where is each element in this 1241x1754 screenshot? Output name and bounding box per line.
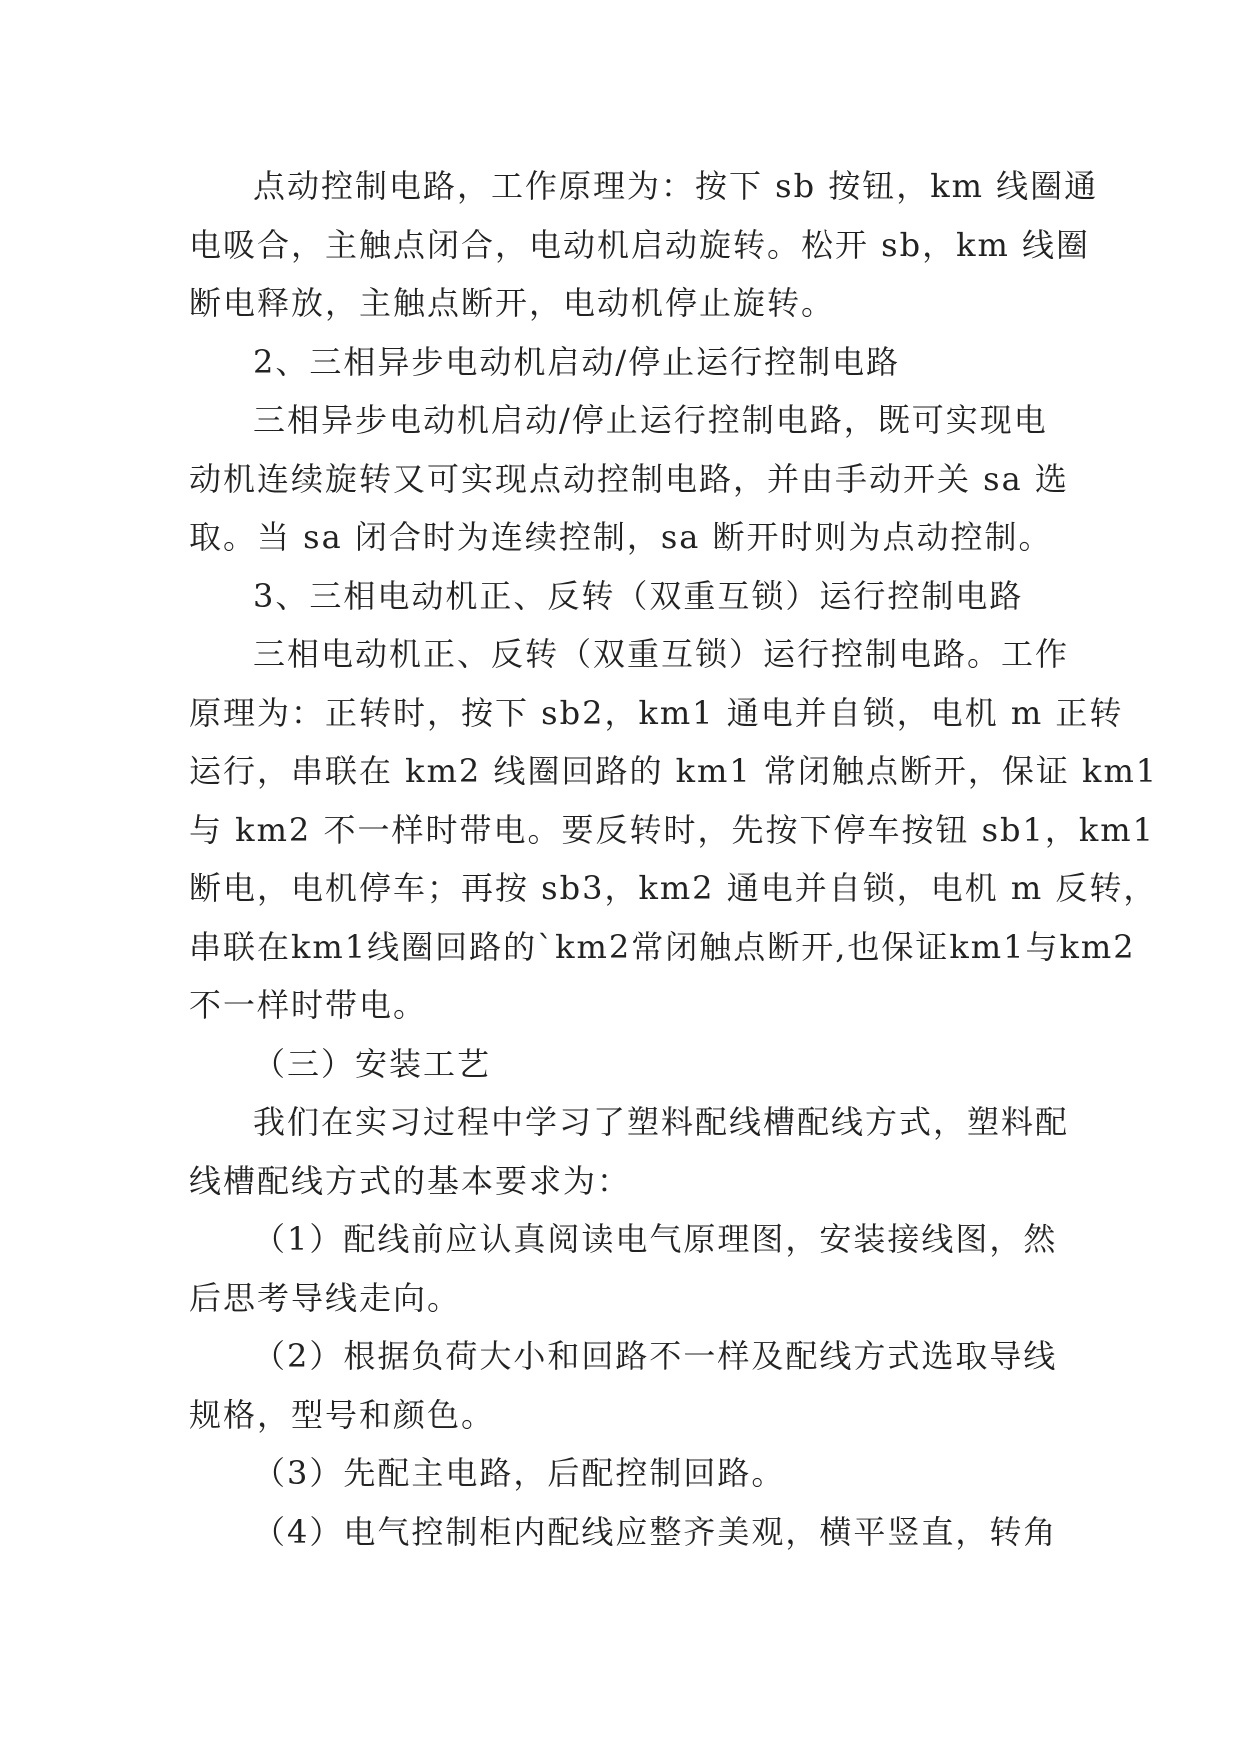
text-line: 我们在实习过程中学习了塑料配线槽配线方式，塑料配 bbox=[253, 1103, 1070, 1141]
text-line: 取。当 sa 闭合时为连续控制，sa 断开时则为点动控制。 bbox=[189, 518, 1053, 556]
list-item: （4）电气控制柜内配线应整齐美观，横平竖直，转角 bbox=[253, 1512, 1058, 1551]
text-line: 串联在km1线圈回路的`km2常闭触点断开,也保证km1与km2 bbox=[189, 927, 1136, 966]
text-line: 原理为：正转时，按下 sb2，km1 通电并自锁，电机 m 正转 bbox=[189, 693, 1124, 732]
text-line: 动机连续旋转又可实现点动控制电路，并由手动开关 sa 选 bbox=[189, 459, 1069, 498]
section-heading: 3、三相电动机正、反转（双重互锁）运行控制电路 bbox=[253, 576, 1024, 615]
text-line: 断电释放，主触点断开，电动机停止旋转。 bbox=[189, 284, 836, 322]
text-line: 点动控制电路，工作原理为：按下 sb 按钮，km 线圈通 bbox=[253, 167, 1099, 205]
document-body bbox=[189, 157, 1159, 1561]
list-item: （3）先配主电路，后配控制回路。 bbox=[253, 1454, 786, 1492]
text-line: 后思考导线走向。 bbox=[189, 1278, 462, 1317]
text-line: 运行，串联在 km2 线圈回路的 km1 常闭触点断开，保证 km1 bbox=[189, 752, 1159, 790]
text-line: 断电，电机停车；再按 sb3，km2 通电并自锁，电机 m 反转， bbox=[189, 869, 1158, 907]
text-line: 规格，型号和颜色。 bbox=[189, 1395, 496, 1434]
list-item: （2）根据负荷大小和回路不一样及配线方式选取导线 bbox=[253, 1337, 1058, 1375]
text-line: 三相电动机正、反转（双重互锁）运行控制电路。工作 bbox=[253, 635, 1070, 673]
text-line: 三相异步电动机启动/停止运行控制电路，既可实现电 bbox=[253, 401, 1048, 439]
text-line: 与 km2 不一样时带电。要反转时，先按下停车按钮 sb1，km1 bbox=[189, 810, 1155, 849]
text-line: 电吸合，主触点闭合，电动机启动旋转。松开 sb，km 线圈 bbox=[189, 225, 1090, 264]
section-heading: （三）安装工艺 bbox=[253, 1044, 492, 1083]
text-line: 不一样时带电。 bbox=[189, 986, 428, 1024]
section-heading: 2、三相异步电动机启动/停止运行控制电路 bbox=[253, 342, 901, 381]
text-line: 线槽配线方式的基本要求为： bbox=[189, 1161, 632, 1200]
list-item: （1）配线前应认真阅读电气原理图，安装接线图，然 bbox=[253, 1220, 1058, 1258]
